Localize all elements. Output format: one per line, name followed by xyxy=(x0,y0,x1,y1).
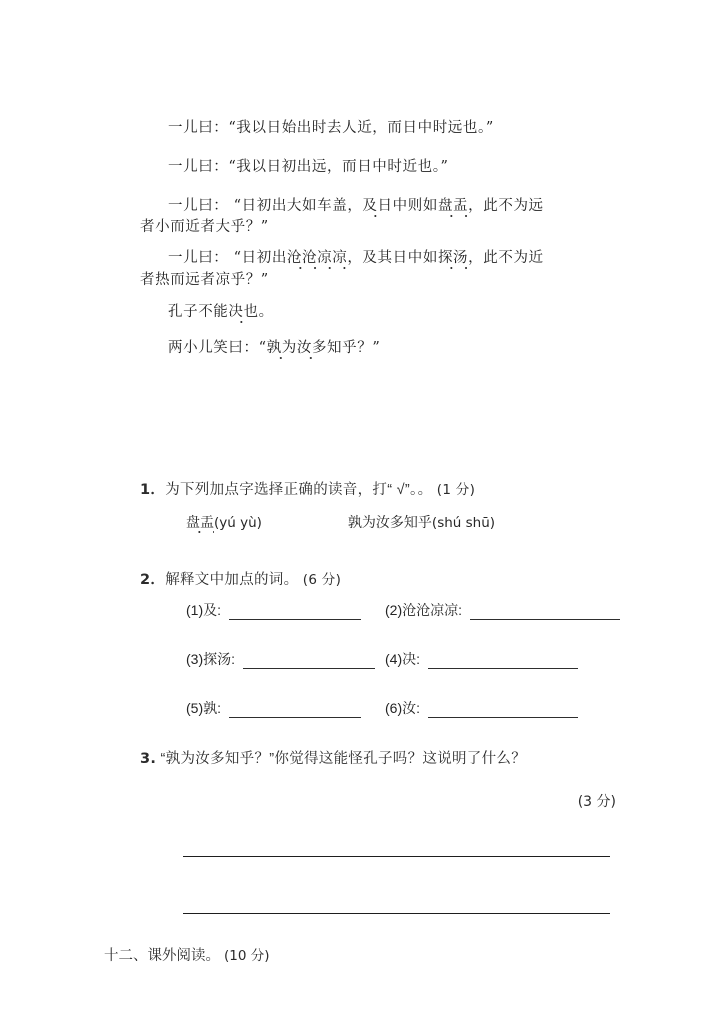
question-1-number: 1． xyxy=(140,482,166,498)
blank-input-5[interactable] xyxy=(229,705,361,718)
question-3-number: 3. xyxy=(140,751,157,767)
section-heading-twelve xyxy=(104,944,270,965)
emphasis-panyu: 盘盂 xyxy=(437,197,469,214)
answer-line-2[interactable] xyxy=(183,913,610,914)
blank-item-1 xyxy=(186,600,385,620)
question-3-points: (3 分) xyxy=(577,794,616,810)
pinyin-word-shu: 孰为汝多知乎 xyxy=(347,514,432,530)
blank-item-3 xyxy=(186,649,385,669)
blank-item-5 xyxy=(186,698,385,718)
pinyin-options-shu: (shú shū) xyxy=(431,515,496,531)
pinyin-word-panyu: 盘盂 xyxy=(186,514,214,530)
question-2-number: 2． xyxy=(140,572,166,588)
pinyin-options-panyu: (yú yù) xyxy=(214,515,262,531)
blank-input-6[interactable] xyxy=(428,705,578,718)
question-3-prompt: “孰为汝多知乎？”你觉得这能怪孔子吗？这说明了什么？ xyxy=(160,751,527,767)
emphasis-cangcangliangliang: 沧沧凉凉 xyxy=(286,250,348,266)
question-1-choices xyxy=(186,512,626,532)
passage-line-2: 一儿曰：“我以日初出远，而日中时近也。” xyxy=(168,158,449,175)
blank-label-4: (4)决: xyxy=(385,651,420,667)
question-1-points: (1 分) xyxy=(436,482,476,498)
question-2-points: (6 分) xyxy=(302,572,342,588)
question-1-prompt: 为下列加点字选择正确的读音，打“ √”。 xyxy=(165,482,418,498)
blank-item-6 xyxy=(385,698,626,718)
blank-label-5: (5)孰: xyxy=(186,700,221,716)
blank-input-2[interactable] xyxy=(470,607,620,620)
classical-passage xyxy=(140,118,620,360)
blank-item-2 xyxy=(385,600,626,620)
blank-label-3: (3)探汤: xyxy=(186,651,235,667)
question-3-heading xyxy=(140,747,526,768)
passage-line-4: 一儿曰： “日初出沧沧凉凉，及其日中如探汤，此不为近 xyxy=(168,250,544,266)
blank-label-1: (1)及: xyxy=(186,602,221,618)
pinyin-choice-shu[interactable] xyxy=(348,512,495,532)
section-heading-points: (10 分) xyxy=(224,948,270,964)
blank-row xyxy=(186,698,626,718)
blank-input-4[interactable] xyxy=(428,656,578,669)
blank-item-4 xyxy=(385,649,626,669)
passage-line-3-text: 一儿曰： “日初出大如车盖， xyxy=(168,197,363,214)
emphasis-ru: 汝 xyxy=(296,340,312,357)
passage-line-3: 一儿曰： “日初出大如车盖，及日中则如盘盂，此不为远 xyxy=(168,197,544,214)
passage-line-1: 一儿曰：“我以日始出时去人近，而日中时远也。” xyxy=(168,120,494,136)
blank-row xyxy=(186,649,626,669)
blank-input-3[interactable] xyxy=(243,656,375,669)
emphasis-jue: 决 xyxy=(228,303,244,320)
question-2 xyxy=(140,568,341,589)
question-3 xyxy=(140,747,526,768)
emphasis-tantang: 探汤 xyxy=(437,250,469,266)
passage-line-4-cont: 者热而远者凉乎？” xyxy=(140,271,269,288)
question-1-heading: 1．为下列加点字选择正确的读音，打“ √”。。 (1 分) xyxy=(140,482,476,498)
question-2-prompt: 解释文中加点的词。 xyxy=(165,572,299,588)
question-1 xyxy=(140,478,475,499)
blank-label-2: (2)沧沧凉凉: xyxy=(385,602,462,618)
passage-line-6: 两小儿笑曰：“孰为汝多知乎？” xyxy=(168,340,381,357)
question-2-blank-grid xyxy=(186,600,626,718)
blank-label-6: (6)汝: xyxy=(385,700,420,716)
passage-line-3-cont: 者小而近者大乎？” xyxy=(140,219,269,236)
pinyin-choice-panyu[interactable] xyxy=(186,512,262,532)
question-2-heading xyxy=(140,568,341,589)
blank-input-1[interactable] xyxy=(229,607,361,620)
emphasis-shu: 孰 xyxy=(266,340,282,357)
answer-line-1[interactable] xyxy=(183,856,610,857)
section-heading-label: 十二、课外阅读。 xyxy=(104,948,220,964)
blank-row xyxy=(186,600,626,620)
passage-line-5: 孔子不能决也。 xyxy=(168,303,274,320)
emphasis-ji: 及 xyxy=(362,197,378,214)
